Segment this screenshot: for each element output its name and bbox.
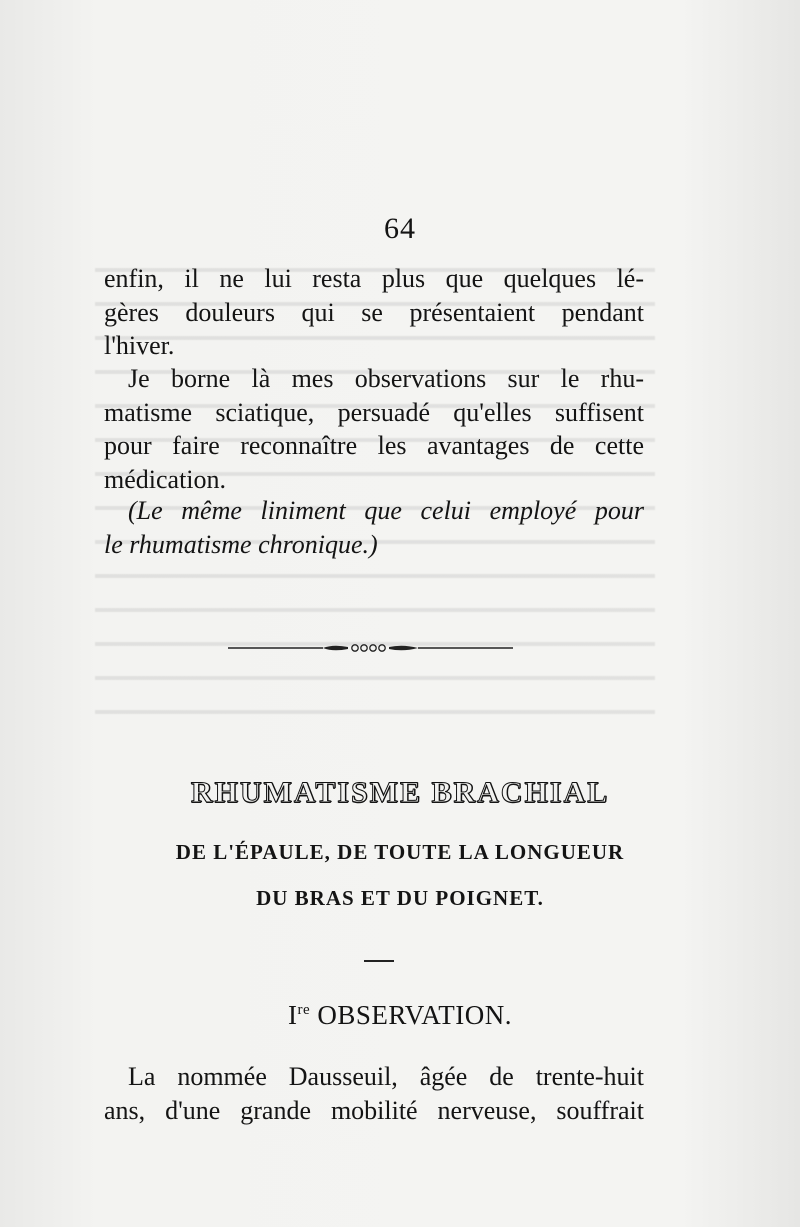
paragraph-conclusion — [104, 362, 644, 496]
text-line: gères douleurs qui se présentaient pendant — [104, 297, 644, 327]
text-line: pour faire reconnaître les avantages de cette — [104, 431, 644, 460]
page-number: 64 — [384, 212, 416, 245]
observation-heading — [0, 1000, 800, 1031]
text-line: l'hiver. — [104, 331, 175, 360]
section-title — [0, 776, 800, 810]
text-line: La nommée Dausseuil, âgée de trente-huit — [128, 1062, 644, 1091]
paragraph-observation — [104, 1060, 644, 1127]
decorative-rule-ornament — [228, 638, 513, 658]
italic-note — [104, 494, 644, 561]
observation-label: OBSERVATION. — [317, 1000, 513, 1030]
short-rule — [364, 960, 394, 962]
text-line: le rhumatisme chronique.) — [104, 529, 378, 559]
text-line: (Le même liniment que celui employé pour — [128, 496, 644, 525]
text-line: médication. — [104, 464, 227, 494]
text-line: matisme sciatique, persuadé qu'elles suffisent — [104, 397, 644, 427]
observation-superscript: re — [297, 1002, 311, 1018]
text-line: ans, d'une grande mobilité nerveuse, souffrait — [104, 1095, 644, 1125]
subtitle-line: DU BRAS ET DU POIGNET. — [256, 886, 544, 910]
observation-number: I — [287, 1000, 298, 1030]
text-line: Je borne là mes observations sur le rhu- — [128, 364, 644, 393]
paragraph-continuation — [104, 262, 644, 363]
text-line: enfin, il ne lui resta plus que quelques lé- — [104, 264, 644, 293]
subtitle-line: DE L'ÉPAULE, DE TOUTE LA LONGUEUR — [175, 840, 625, 864]
section-title-text: RHUMATISME BRACHIAL — [190, 776, 610, 809]
